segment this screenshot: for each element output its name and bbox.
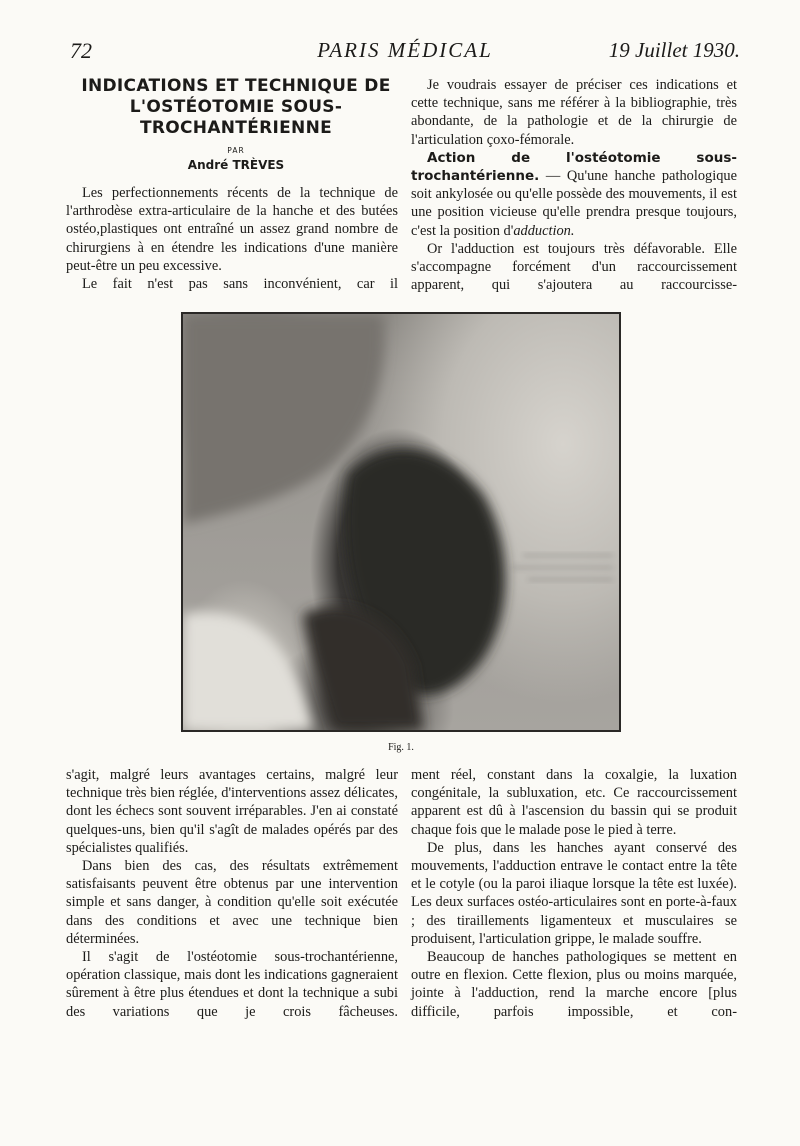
running-header bbox=[70, 38, 740, 68]
paragraph-text: — Qu'une hanche pathologique soit ankylosée ou qu'elle possède des mouvements, il est une position vicieuse qu'elle prendra presque toujours, c'est la position d' bbox=[411, 168, 737, 239]
left-column-bottom bbox=[66, 766, 398, 1021]
paragraph: s'agit, malgré leurs avantages certains, malgré leur technique très bien réglée, d'interventions assez délicates, dont les échecs sont souvent irréparables. J'en ai constaté quelques-uns, bien qu'il s'agît de malades opérés par des spécialistes qualifiés. bbox=[66, 767, 398, 856]
author-name: André TRÈVES bbox=[187, 158, 285, 172]
section-heading: Action de l'ostéotomie sous-trochantérienne. bbox=[411, 149, 737, 185]
paragraph bbox=[411, 149, 737, 240]
issue-date: 19 Juillet 1930. bbox=[608, 38, 740, 62]
left-column-top bbox=[66, 184, 398, 293]
paragraph: De plus, dans les hanches ayant conservé des mouvements, l'adduction entrave le contact entre la tête et le cotyle (ou la paroi iliaque lorsque la tête est luxée). Les deux surfaces ostéo-articulaires sont en porte-à-faux ; des tiraillements ligamenteux et musculaires se produisent, l'articulation grippe, le malade souffre. bbox=[411, 839, 737, 947]
paragraph: Il s'agit de l'ostéotomie sous-trochantérienne, opération classique, mais dont les indications gagneraient sûrement à être plus étendues et dont la technique a subi des variations que je crois fâcheuses. bbox=[66, 949, 398, 1020]
soft-tissue-shape bbox=[183, 612, 313, 730]
right-column-bottom bbox=[411, 766, 737, 1021]
paragraph: Le fait n'est pas sans inconvénient, car il bbox=[82, 276, 398, 293]
figure-caption: Fig. 1. bbox=[388, 742, 414, 753]
paragraph: Les perfectionnements récents de la technique de l'arthrodèse extra-articulaire de la hanche et des butées ostéo,plastiques ont entraîné un assez grand nombre de chirurgiens à en étendre les indications d'une manière peut-être un peu excessive. bbox=[66, 185, 398, 274]
radiograph-shapes bbox=[183, 314, 619, 730]
byline-par: PAR bbox=[227, 146, 245, 155]
paragraph: ment réel, constant dans la coxalgie, la luxation congénitale, la subluxation, etc. Ce raccourcissement apparent est dû à l'ascension du bassin qui se produit chaque fois que le malade pose le pied à terre. bbox=[411, 767, 737, 838]
paragraph: Je voudrais essayer de préciser ces indications et cette technique, sans me référer à la bibliographie, très abondante, de la pathologie et de la chirurgie de l'articulation çoxo-fémorale. bbox=[411, 77, 737, 148]
journal-title: PARIS MÉDICAL bbox=[317, 38, 493, 62]
paragraph: Or l'adduction est toujours très défavorable. Elle s'accompagne forcément d'un raccourcissement apparent, qui s'ajoutera au raccourcisse- bbox=[411, 240, 737, 294]
right-column-top bbox=[411, 76, 737, 294]
bleed-through bbox=[513, 554, 613, 581]
paragraph-italic: adduction. bbox=[513, 222, 575, 239]
paragraph: Dans bien des cas, des résultats extrêmement satisfaisants peuvent être obtenus par une intervention simple et sans danger, à condition qu'elle soit exécutée dans des conditions et avec une technique bien déterminées. bbox=[66, 858, 398, 947]
page-number: 72 bbox=[70, 38, 92, 63]
article-title: INDICATIONS ET TECHNIQUE DE L'OSTÉOTOMIE SOUS-TROCHANTÉRIENNE bbox=[81, 76, 391, 138]
paragraph: Beaucoup de hanches pathologiques se mettent en outre en flexion. Cette flexion, plus ou moins marquée, jointe à l'adduction, rend la marche encore [plus difficile, parfois impossible, et con- bbox=[411, 949, 737, 1020]
radiograph-figure bbox=[181, 312, 621, 732]
